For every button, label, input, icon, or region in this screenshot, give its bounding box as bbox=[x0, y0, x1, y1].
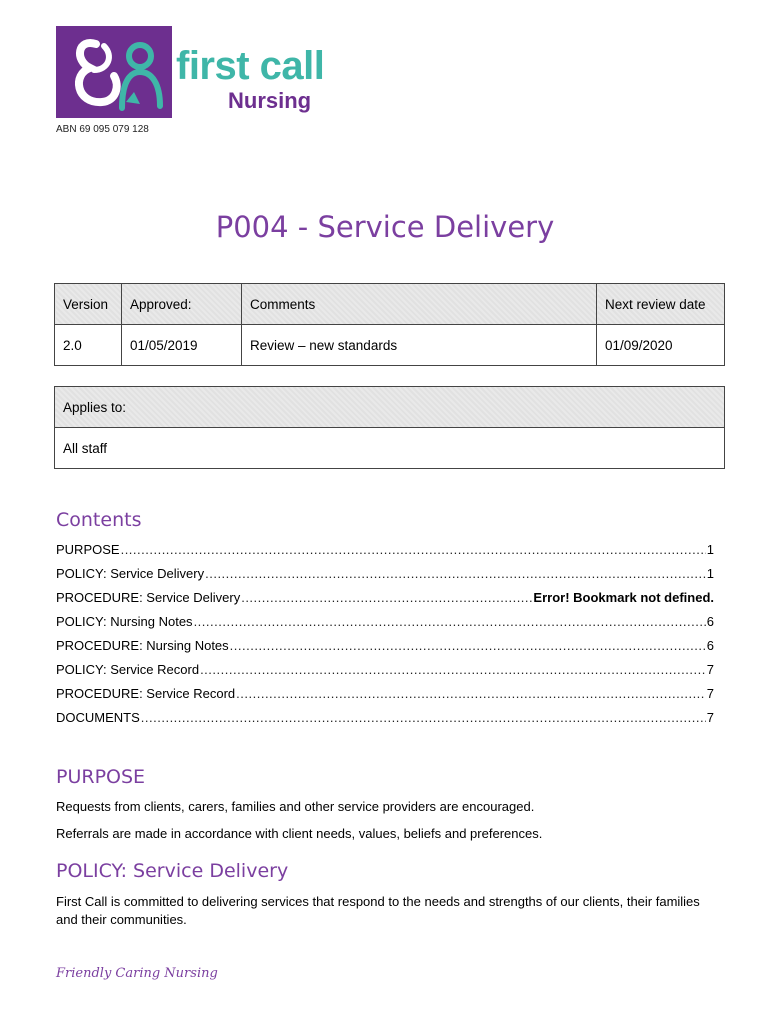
applies-header-cell: Applies to: bbox=[55, 387, 725, 428]
toc-entry[interactable] bbox=[56, 610, 714, 634]
toc-entry[interactable] bbox=[56, 634, 714, 658]
toc-entry-label: PROCEDURE: Service Delivery bbox=[56, 590, 241, 605]
header-cell-comments: Comments bbox=[242, 284, 597, 325]
contents-heading: Contents bbox=[56, 509, 142, 531]
toc-entry-page: Error! Bookmark not defined. bbox=[533, 590, 714, 605]
logo-brand-first: first call bbox=[176, 44, 325, 88]
version-table bbox=[54, 283, 725, 366]
company-logo bbox=[56, 26, 366, 138]
toc-entry[interactable] bbox=[56, 658, 714, 682]
toc-entry-page: 7 bbox=[706, 710, 714, 725]
toc-entry[interactable] bbox=[56, 706, 714, 730]
toc-leader bbox=[194, 610, 706, 634]
policy-heading: POLICY: Service Delivery bbox=[56, 860, 289, 882]
toc-leader bbox=[200, 658, 706, 682]
applies-table bbox=[54, 386, 725, 469]
purpose-heading: PURPOSE bbox=[56, 766, 146, 788]
toc-entry-label: POLICY: Service Record bbox=[56, 662, 200, 677]
cell-approved: 01/05/2019 bbox=[122, 325, 242, 366]
toc-entry-label: POLICY: Service Delivery bbox=[56, 566, 205, 581]
header-cell-version: Version bbox=[55, 284, 122, 325]
toc-leader bbox=[236, 682, 706, 706]
purpose-paragraph: Requests from clients, carers, families and other service providers are encouraged. bbox=[56, 799, 535, 814]
header-cell-approved: Approved: bbox=[122, 284, 242, 325]
cell-version: 2.0 bbox=[55, 325, 122, 366]
toc-leader bbox=[141, 706, 706, 730]
toc-entry-label: DOCUMENTS bbox=[56, 710, 140, 725]
logo-mark-icon bbox=[56, 26, 172, 118]
toc-entry[interactable] bbox=[56, 586, 714, 610]
toc-entry-page: 6 bbox=[706, 638, 714, 653]
abn-number: ABN 69 095 079 128 bbox=[56, 124, 149, 135]
purpose-paragraph: Referrals are made in accordance with client needs, values, beliefs and preferences. bbox=[56, 826, 543, 841]
toc-entry-page: 7 bbox=[706, 662, 714, 677]
document-title: P004 - Service Delivery bbox=[215, 210, 555, 244]
toc-entry-label: PURPOSE bbox=[56, 542, 120, 557]
toc-entry-page: 6 bbox=[706, 614, 714, 629]
toc-entry-page: 7 bbox=[706, 686, 714, 701]
header-cell-next-review: Next review date bbox=[597, 284, 725, 325]
applies-row bbox=[55, 428, 725, 469]
toc-entry-page: 1 bbox=[706, 566, 714, 581]
cell-next-review: 01/09/2020 bbox=[597, 325, 725, 366]
toc-leader bbox=[230, 634, 706, 658]
policy-paragraph: First Call is committed to delivering services that respond to the needs and strengths of our clients, their families and their communities. bbox=[56, 894, 700, 927]
version-table-header-row bbox=[55, 284, 725, 325]
toc-entry-page: 1 bbox=[706, 542, 714, 557]
applies-header-row bbox=[55, 387, 725, 428]
toc-entry[interactable] bbox=[56, 538, 714, 562]
toc-leader bbox=[241, 586, 532, 610]
footer-tagline: Friendly Caring Nursing bbox=[56, 966, 218, 981]
toc-leader bbox=[121, 538, 706, 562]
toc-entry[interactable] bbox=[56, 562, 714, 586]
toc-entry-label: POLICY: Nursing Notes bbox=[56, 614, 193, 629]
toc-entry-label: PROCEDURE: Nursing Notes bbox=[56, 638, 229, 653]
cell-comments: Review – new standards bbox=[242, 325, 597, 366]
toc-entry-label: PROCEDURE: Service Record bbox=[56, 686, 236, 701]
toc-leader bbox=[205, 562, 706, 586]
logo-brand-second: Nursing bbox=[228, 88, 312, 113]
table-of-contents bbox=[56, 538, 714, 730]
version-table-row bbox=[55, 325, 725, 366]
applies-value-cell: All staff bbox=[55, 428, 725, 469]
toc-entry[interactable] bbox=[56, 682, 714, 706]
